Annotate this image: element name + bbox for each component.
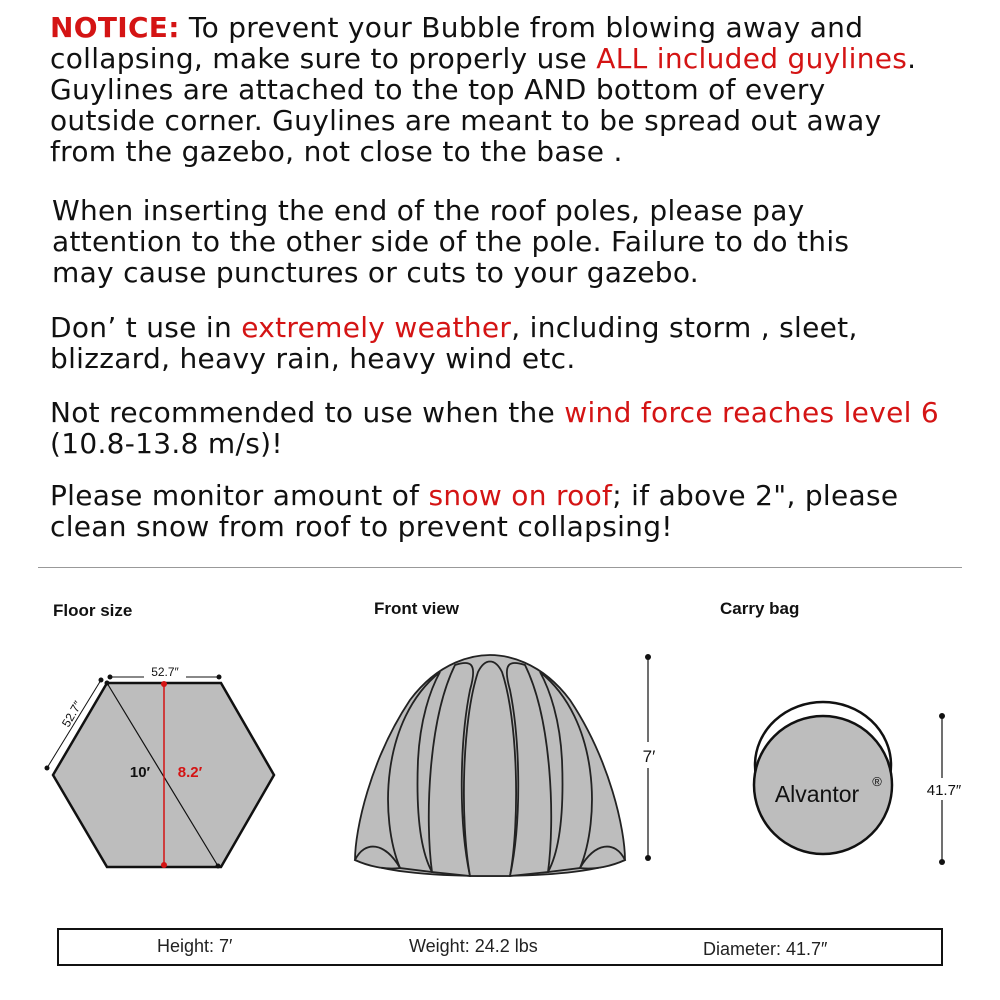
- snow-text: ; if above 2", please: [612, 479, 899, 512]
- weather-text: Don’ t use in: [50, 311, 242, 344]
- notice-line-3: Guylines are attached to the top AND bottom of every: [50, 73, 826, 106]
- dim-dot: [161, 862, 167, 868]
- dim-dot: [105, 681, 110, 686]
- carry-bag-label: Carry bag: [720, 599, 800, 618]
- dim-dot: [645, 654, 651, 660]
- inner-dim-text: 8.2′: [177, 764, 203, 781]
- spec-height: Height: 7′: [157, 936, 233, 956]
- dim-dot: [99, 678, 104, 683]
- dim-dot: [645, 855, 651, 861]
- dim-dot: [108, 675, 113, 680]
- notice-text: collapsing, make sure to properly use: [50, 42, 597, 75]
- floor-hexagon-diagram: [45, 665, 275, 869]
- dim-dot: [217, 675, 222, 680]
- bag-height-text: 41.7″: [926, 782, 962, 799]
- guylines-highlight: ALL included guylines: [596, 42, 908, 75]
- poles-line-3: may cause punctures or cuts to your gazebo.: [52, 256, 700, 289]
- front-height-text: 7′: [642, 747, 656, 766]
- notice-label: NOTICE:: [50, 11, 180, 44]
- carry-bag-diagram: [754, 702, 966, 865]
- floor-size-label: Floor size: [53, 601, 133, 620]
- spec-weight: Weight: 24.2 lbs: [409, 936, 538, 956]
- notice-line-5: from the gazebo, not close to the base .: [50, 135, 623, 168]
- wind-highlight: wind force reaches level 6: [564, 396, 939, 429]
- dim-dot: [939, 713, 945, 719]
- dim-dot: [161, 681, 167, 687]
- notice-text: To prevent your Bubble from blowing away and: [179, 11, 864, 44]
- dim-dot: [45, 766, 50, 771]
- dome-panel: [464, 662, 516, 877]
- diagonal-text: 10′: [129, 764, 151, 781]
- side-dim-text: 52.7″: [59, 698, 85, 730]
- wind-line-2: (10.8-13.8 m/s)!: [50, 427, 283, 460]
- snow-line-2: clean snow from roof to prevent collapsing!: [50, 510, 673, 543]
- poles-line-1: When inserting the end of the roof poles, please pay: [52, 194, 805, 227]
- notice-line-4: outside corner. Guylines are meant to be spread out away: [50, 104, 882, 137]
- top-dim-text: 52.7″: [151, 665, 179, 679]
- front-view-label: Front view: [374, 599, 460, 618]
- bag-brand-text: Alvantor: [774, 781, 860, 807]
- weather-highlight: extremely weather: [241, 311, 512, 344]
- dim-dot: [939, 859, 945, 865]
- front-height-dim: [636, 654, 662, 861]
- registered-mark: ®: [872, 774, 882, 789]
- spec-diameter: Diameter: 41.7″: [703, 939, 828, 959]
- front-view-diagram: [355, 655, 625, 876]
- poles-line-2: attention to the other side of the pole. Failure to do this: [52, 225, 850, 258]
- notice-text: .: [907, 42, 917, 75]
- snow-text: Please monitor amount of: [50, 479, 429, 512]
- snow-highlight: snow on roof: [428, 479, 613, 512]
- weather-text: , including storm , sleet,: [511, 311, 858, 344]
- dim-dot: [216, 864, 221, 869]
- weather-line-2: blizzard, heavy rain, heavy wind etc.: [50, 342, 576, 375]
- wind-text: Not recommended to use when the: [50, 396, 565, 429]
